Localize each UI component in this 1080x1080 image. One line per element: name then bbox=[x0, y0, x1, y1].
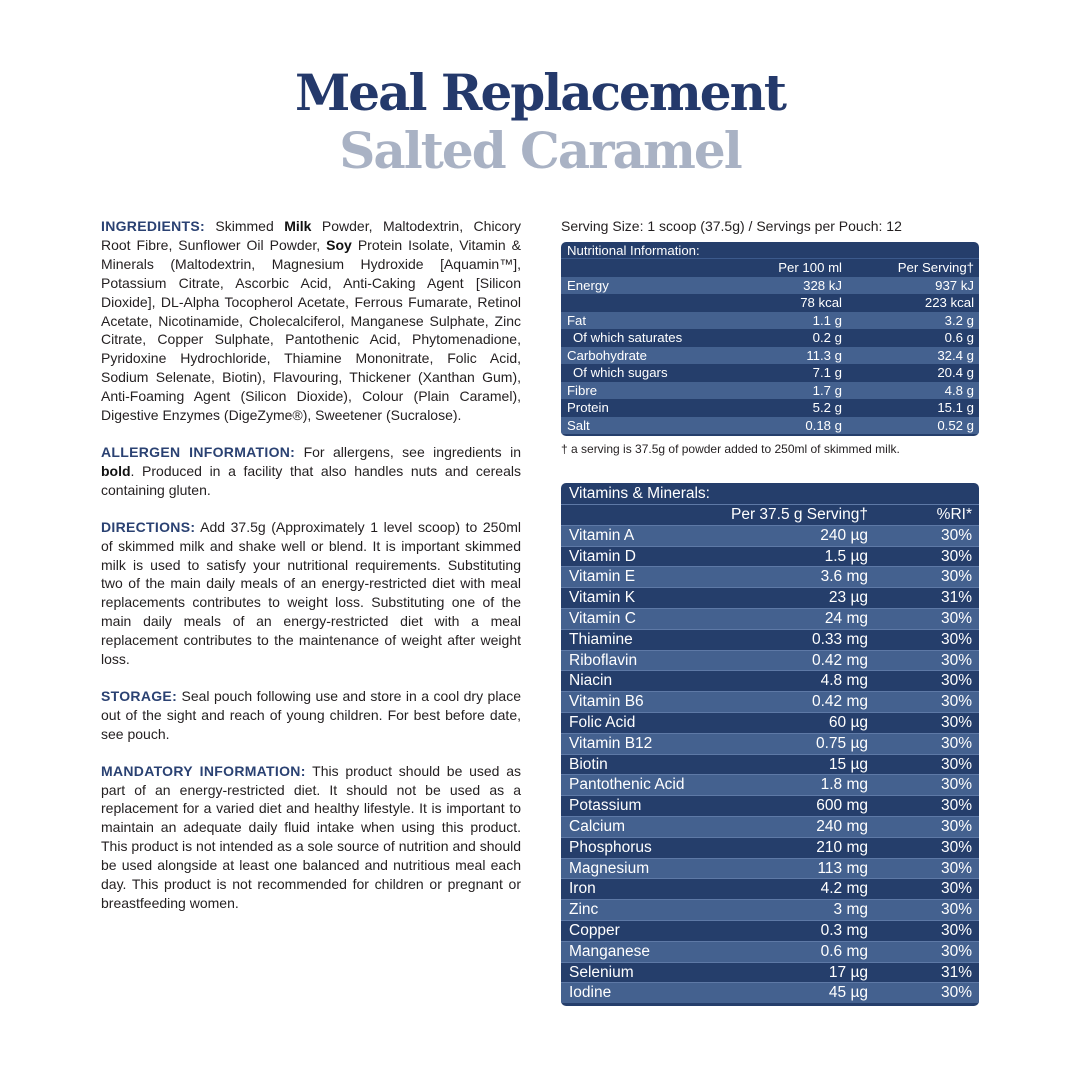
row-value-secondary: 30% bbox=[940, 568, 972, 586]
mandatory-text: This product should be used as part of an energy-restricted diet. It should not be used as a replacement for a varied diet and healthy lifestyle. It is important to maintain an adequate daily fluid intake when using this product. This product is not intended as a sole source of nutrition and should be used alongside at least one balanced and nutritious meal each day. This product is not recommended for children or pregnant or breastfeeding women. bbox=[101, 762, 522, 911]
row-value: 11.3 g bbox=[806, 347, 842, 363]
row-label: Zinc bbox=[569, 901, 599, 919]
serving-size-line: Serving Size: 1 scoop (37.5g) / Servings per Pouch: 12 bbox=[561, 218, 902, 234]
row-value-secondary: 30% bbox=[940, 755, 972, 773]
row-label: Protein bbox=[567, 400, 609, 415]
row-label: Iron bbox=[569, 880, 596, 898]
directions-section bbox=[101, 518, 521, 669]
nutrition-row bbox=[561, 277, 979, 295]
row-value: 7.1 g bbox=[812, 365, 842, 380]
vitamin-row bbox=[561, 670, 979, 691]
row-label: Vitamin K bbox=[569, 589, 636, 607]
row-value: Per 100 ml bbox=[778, 260, 842, 275]
row-value: 240 µg bbox=[820, 526, 868, 544]
vitamin-row bbox=[561, 962, 979, 983]
vitamin-row bbox=[561, 566, 979, 587]
table-header-row bbox=[561, 504, 979, 525]
row-label: Fibre bbox=[567, 382, 598, 398]
allergen-text: . Produced in a facility that also handles nuts and cereals containing gluten. bbox=[101, 462, 521, 498]
vitamin-row bbox=[561, 941, 979, 962]
row-value-secondary: 0.52 g bbox=[937, 417, 974, 433]
row-value: 23 µg bbox=[828, 589, 868, 607]
row-label: Calcium bbox=[569, 817, 625, 835]
vitamin-row bbox=[561, 858, 979, 879]
nutrition-table-body bbox=[561, 259, 979, 434]
row-value: 0.42 mg bbox=[811, 651, 868, 669]
row-value-secondary: 30% bbox=[940, 880, 972, 898]
vitamin-row bbox=[561, 837, 979, 858]
row-value: 5.2 g bbox=[812, 400, 842, 415]
vitamin-row bbox=[561, 608, 979, 629]
vitamin-row bbox=[561, 774, 979, 795]
row-label: Of which saturates bbox=[573, 330, 683, 345]
row-value: 0.75 µg bbox=[815, 734, 868, 752]
allergen-heading: ALLERGEN INFORMATION: bbox=[101, 443, 296, 460]
row-value: 600 mg bbox=[816, 797, 868, 815]
vitamin-row bbox=[561, 899, 979, 920]
row-value: 78 kcal bbox=[800, 295, 842, 310]
row-value-secondary: 223 kcal bbox=[924, 295, 974, 310]
row-value-secondary: 20.4 g bbox=[937, 365, 974, 380]
allergen-soy: Soy bbox=[326, 236, 352, 253]
vitamins-table bbox=[561, 483, 979, 1006]
row-label: Thiamine bbox=[569, 630, 633, 648]
row-value-secondary: 937 kJ bbox=[935, 277, 974, 293]
row-label: Riboflavin bbox=[569, 651, 638, 669]
vitamin-row bbox=[561, 691, 979, 712]
row-value-secondary: 30% bbox=[940, 693, 972, 711]
nutrition-table-heading: Nutritional Information: bbox=[561, 242, 979, 259]
vitamin-row bbox=[561, 587, 979, 608]
nutrition-row bbox=[561, 417, 979, 435]
row-value: 240 mg bbox=[816, 817, 868, 835]
row-value: 24 mg bbox=[824, 609, 868, 627]
row-value: 1.7 g bbox=[812, 382, 842, 398]
row-value-secondary: 31% bbox=[940, 963, 972, 981]
row-value-secondary: 30% bbox=[940, 901, 972, 919]
row-value: 15 µg bbox=[828, 755, 868, 773]
row-value: 3 mg bbox=[833, 901, 868, 919]
allergen-milk: Milk bbox=[284, 218, 312, 234]
vitamin-row bbox=[561, 982, 979, 1003]
row-label: Folic Acid bbox=[569, 713, 636, 731]
vitamins-table-body bbox=[561, 504, 979, 1003]
row-value: 0.3 mg bbox=[820, 921, 868, 939]
allergen-bold-word: bold bbox=[101, 462, 131, 479]
vitamin-row bbox=[561, 816, 979, 837]
row-label: Pantothenic Acid bbox=[569, 776, 685, 794]
row-value: 210 mg bbox=[816, 838, 868, 856]
vitamin-row bbox=[561, 878, 979, 899]
ingredients-text: Skimmed bbox=[204, 218, 285, 234]
row-value: 0.6 mg bbox=[820, 942, 868, 960]
row-value-secondary: 30% bbox=[940, 526, 972, 544]
row-label: Vitamin A bbox=[569, 526, 635, 544]
row-label: Biotin bbox=[569, 755, 608, 773]
row-value: 1.8 mg bbox=[820, 776, 868, 794]
row-value-secondary: 30% bbox=[940, 776, 972, 794]
row-value: 1.1 g bbox=[812, 312, 842, 328]
row-value-secondary: 3.2 g bbox=[944, 312, 974, 328]
row-value: Per 37.5 g Serving† bbox=[730, 506, 868, 523]
row-value-secondary: 31% bbox=[940, 589, 972, 607]
row-value-secondary: 30% bbox=[940, 734, 972, 752]
mandatory-section bbox=[101, 762, 521, 913]
ingredients-section bbox=[101, 217, 521, 425]
page-subtitle: Salted Caramel bbox=[339, 121, 741, 180]
storage-text: Seal pouch following use and store in a cool dry place out of the sight and reach of young children. For best before date, see pouch. bbox=[101, 687, 521, 742]
vitamin-row bbox=[561, 650, 979, 671]
nutrition-row bbox=[561, 382, 979, 400]
row-value: 0.42 mg bbox=[811, 693, 868, 711]
vitamin-row bbox=[561, 629, 979, 650]
row-label: Vitamin E bbox=[569, 568, 636, 586]
ingredients-text: Protein Isolate, Vitamin & Minerals (Maltodextrin, Magnesium Hydroxide [Aquamin™], Potassium Citrate, Ascorbic Acid, Anti-Caking Agent [Silicon Dioxide], DL-Alpha Tocopherol Acetate, Ferrous Fumarate, Retinol Acetate, Nicotinamide, Cholecalciferol, Manganese Sulphate, Zinc Citrate, Copper Sulphate, Pantothenic Acid, Phytomenadione, Pyridoxine Hydrochloride, Thiamine Mononitrate, Folic Acid, Sodium Selenate, Biotin), Flavouring, Thickener (Xanthan Gum), Anti-Foaming Agent (Silicon Dioxide), Colour (Plain Caramel), Digestive Enzymes (DigeZyme®), Sweetener (Sucralose). bbox=[101, 236, 522, 424]
row-value: 3.6 mg bbox=[820, 568, 868, 586]
row-value-secondary: 0.6 g bbox=[944, 330, 974, 345]
row-value-secondary: 4.8 g bbox=[944, 382, 974, 398]
row-label: Niacin bbox=[569, 672, 613, 690]
row-label: Vitamin D bbox=[569, 547, 636, 565]
row-value: 17 µg bbox=[828, 963, 868, 981]
vitamin-row bbox=[561, 712, 979, 733]
row-value: 328 kJ bbox=[803, 277, 842, 293]
storage-heading: STORAGE: bbox=[101, 687, 178, 704]
row-value-secondary: 30% bbox=[940, 838, 972, 856]
vitamin-row bbox=[561, 920, 979, 941]
row-value-secondary: 30% bbox=[940, 672, 972, 690]
nutrition-row bbox=[561, 399, 979, 417]
row-value: 0.2 g bbox=[812, 330, 842, 345]
nutrition-row bbox=[561, 312, 979, 330]
row-label: Vitamin B12 bbox=[569, 734, 653, 752]
table-header-row bbox=[561, 259, 979, 277]
row-value-secondary: 32.4 g bbox=[937, 347, 974, 363]
serving-footnote: † a serving is 37.5g of powder added to 250ml of skimmed milk. bbox=[561, 442, 900, 456]
row-value-secondary: 30% bbox=[940, 651, 972, 669]
row-label: Manganese bbox=[569, 942, 651, 960]
row-value: 4.8 mg bbox=[820, 672, 868, 690]
row-value-secondary: 30% bbox=[940, 797, 972, 815]
row-label: Vitamin B6 bbox=[569, 693, 644, 711]
row-value-secondary: Per Serving† bbox=[897, 260, 974, 275]
storage-section bbox=[101, 687, 521, 744]
vitamin-row bbox=[561, 525, 979, 546]
row-label: Phosphorus bbox=[569, 838, 652, 856]
row-label: Iodine bbox=[569, 984, 612, 1002]
row-value-secondary: 30% bbox=[940, 630, 972, 648]
row-value-secondary: 30% bbox=[940, 859, 972, 877]
row-value: 0.18 g bbox=[805, 417, 842, 433]
row-value: 4.2 mg bbox=[820, 880, 868, 898]
row-value-secondary: 30% bbox=[940, 609, 972, 627]
row-value: 60 µg bbox=[828, 713, 868, 731]
row-value-secondary: 30% bbox=[940, 713, 972, 731]
row-label: Copper bbox=[569, 921, 620, 939]
nutrition-row bbox=[561, 329, 979, 347]
row-label: Vitamin C bbox=[569, 609, 636, 627]
row-value-secondary: 15.1 g bbox=[937, 400, 974, 415]
row-label: Carbohydrate bbox=[567, 347, 647, 363]
ingredients-text: Powder, Maltodextrin, Chicory Root Fibre, Sunflower Oil Powder, bbox=[101, 218, 522, 253]
nutrition-row bbox=[561, 364, 979, 382]
row-value-secondary: 30% bbox=[940, 942, 972, 960]
mandatory-heading: MANDATORY INFORMATION: bbox=[101, 762, 306, 779]
row-value: 1.5 µg bbox=[824, 547, 868, 565]
row-label: Of which sugars bbox=[573, 365, 668, 380]
vitamin-row bbox=[561, 546, 979, 567]
vitamins-table-heading: Vitamins & Minerals: bbox=[569, 485, 710, 502]
allergen-text: For allergens, see ingredients in bbox=[295, 443, 522, 460]
ingredients-heading: INGREDIENTS: bbox=[101, 218, 205, 234]
directions-heading: DIRECTIONS: bbox=[101, 518, 196, 535]
row-value: 0.33 mg bbox=[811, 630, 868, 648]
row-label: Magnesium bbox=[569, 859, 650, 877]
vitamin-row bbox=[561, 733, 979, 754]
vitamin-row bbox=[561, 754, 979, 775]
row-value-secondary: 30% bbox=[940, 547, 972, 565]
row-label: Energy bbox=[567, 277, 609, 293]
directions-text: Add 37.5g (Approximately 1 level scoop) to 250ml of skimmed milk and shake well or blend. It is important skimmed milk is used to satisfy your nutritional requirements. Substituting two of the main daily meals of an energy-restricted diet with meal replacements contributes to weight loss. Substituting one of the main daily meals of an energy-restricted diet with a meal replacement contributes to the maintenance of weight after weight loss. bbox=[101, 518, 521, 668]
row-label: Salt bbox=[567, 417, 590, 433]
page-title: Meal Replacement bbox=[294, 63, 786, 122]
allergen-section bbox=[101, 443, 521, 500]
row-value-secondary: 30% bbox=[940, 817, 972, 835]
row-value: 45 µg bbox=[828, 984, 868, 1002]
row-label: Fat bbox=[567, 312, 587, 328]
product-info-column bbox=[101, 217, 521, 931]
row-label: Potassium bbox=[569, 797, 642, 815]
nutrition-row bbox=[561, 347, 979, 365]
nutrition-row bbox=[561, 294, 979, 312]
row-value-secondary: %RI* bbox=[936, 506, 972, 523]
row-value-secondary: 30% bbox=[940, 984, 972, 1002]
nutrition-table bbox=[561, 242, 979, 436]
row-label: Selenium bbox=[569, 963, 634, 981]
row-value: 113 mg bbox=[817, 859, 868, 877]
row-value-secondary: 30% bbox=[940, 921, 972, 939]
vitamin-row bbox=[561, 795, 979, 816]
